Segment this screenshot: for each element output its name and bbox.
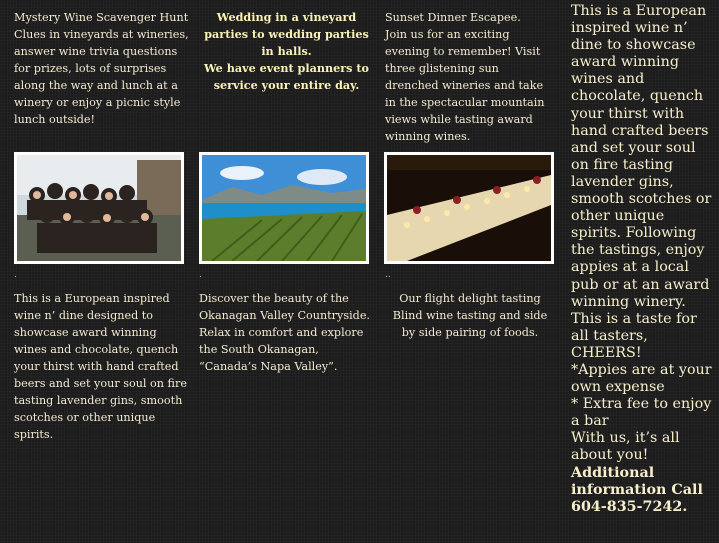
wedding-line-2: We have event planners to service your entire day. xyxy=(204,61,369,92)
group-photo xyxy=(14,152,184,264)
dinner-table-photo xyxy=(384,152,554,264)
separator-dot: .. xyxy=(385,270,391,280)
separator-dot: . xyxy=(14,270,17,280)
okanagan-text: Discover the beauty of the Okanagan Valley Countryside. Relax in comfort and explore the South Okanagan, “Canada’s Napa Valley”. xyxy=(199,292,370,373)
flight-tasting-line-1: Our flight delight tasting xyxy=(399,292,541,305)
contact-info: Additional information Call 604-835-7242. xyxy=(571,464,703,515)
sunset-dinner-text xyxy=(385,9,555,145)
wedding-text xyxy=(199,9,374,94)
sunset-dinner-title: Sunset Dinner Escapee. xyxy=(385,11,521,24)
about-you-text: With us, it’s all about you! xyxy=(571,430,680,464)
flight-tasting-text xyxy=(385,290,555,341)
separator-dot: . xyxy=(199,270,202,280)
bar-fee-note: * Extra fee to enjoy a bar xyxy=(571,396,712,430)
appies-note: *Appies are at your own expense xyxy=(571,361,712,396)
flight-tasting-line-2: Blind wine tasting and side by side pairing of foods. xyxy=(392,309,548,339)
wedding-line-1: Wedding in a vineyard parties to wedding parties in halls. xyxy=(204,10,369,58)
right-main-text: This is a European inspired wine n’ dine to showcase award winning wines and chocolate, quench your thirst with hand crafted beers and set your soul on fire tasting lavender gins, smooth scotches or other unique spirits. Following the tastings, enjoy appies at a local pub or at an award winning winery. This is a taste for all tasters, CHEERS! xyxy=(571,3,712,361)
european-wine-text: This is a European inspired wine n’ dine designed to showcase award winning wines and chocolate, quench your thirst with hand crafted beers and set your soul on fire tasting lavender gins, smooth scotches or other unique spirits. xyxy=(14,292,187,441)
sunset-dinner-body: Join us for an exciting evening to remember! Visit three glistening sun drenched wineries and take in the spectacular mountain views while tasting award winning wines. xyxy=(385,28,545,143)
right-description xyxy=(571,3,713,516)
lake-vineyard-photo xyxy=(199,152,369,264)
scavenger-hunt-text: Mystery Wine Scavenger Hunt Clues in vineyards at wineries, answer wine trivia questions for prizes, lots of surprises along the way and lunch at a winery or enjoy a picnic style lunch outside! xyxy=(14,11,189,126)
